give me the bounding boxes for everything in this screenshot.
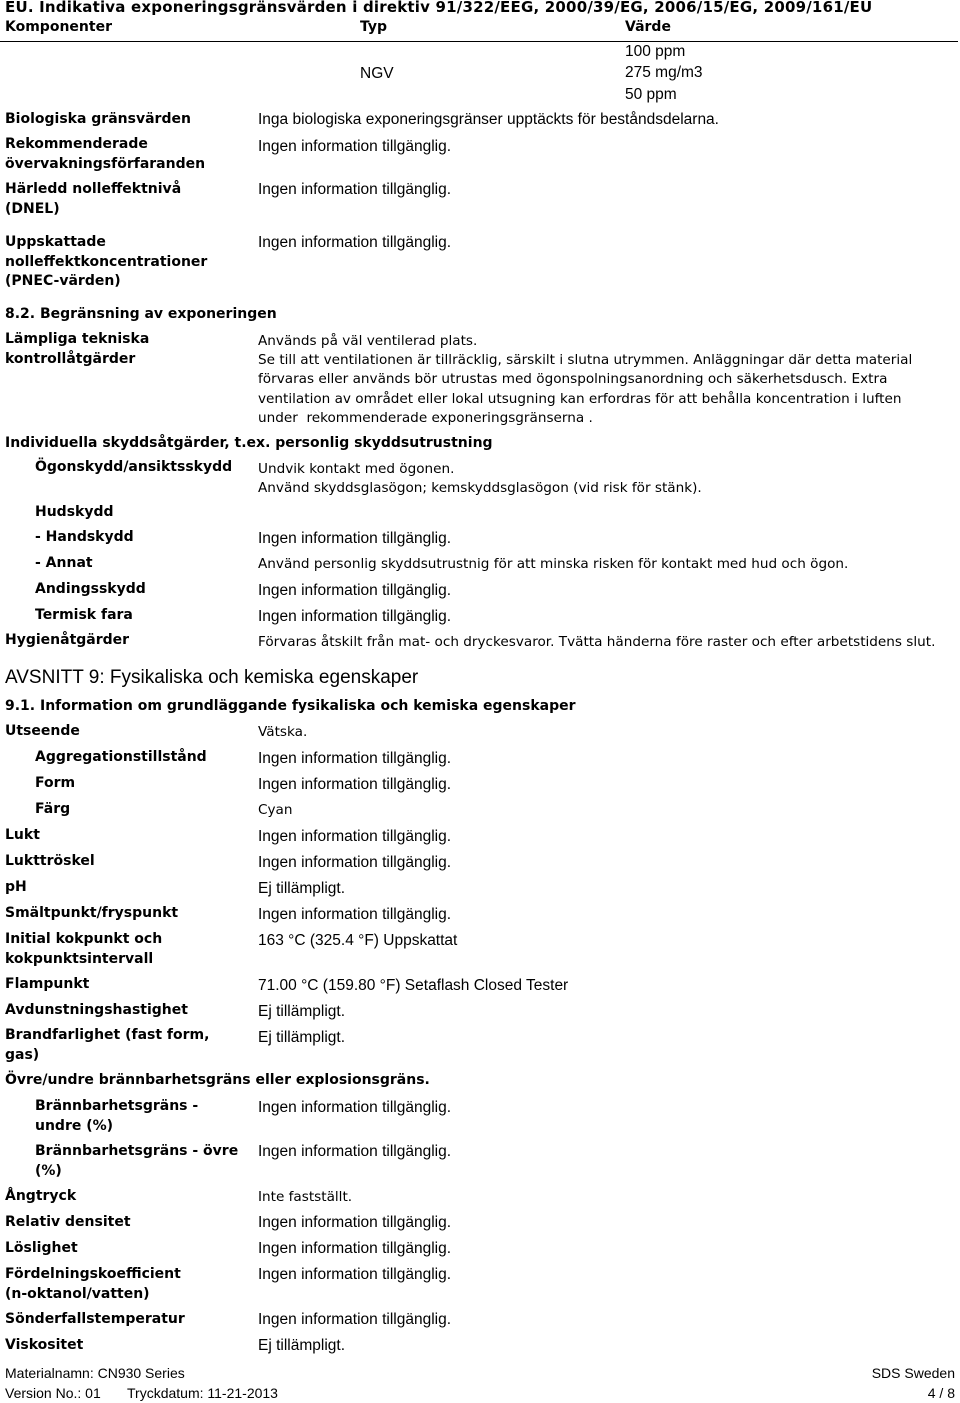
table-header-divider — [0, 41, 958, 42]
engineering-controls-label: Lämpliga tekniska kontrollåtgärder — [5, 331, 150, 367]
viscosity-label: Viskositet — [5, 1337, 84, 1353]
section-9-heading: AVSNITT 9: Fysikaliska och kemiska egenskaper — [5, 667, 419, 688]
upper-flammability-limit-value: Ingen information tillgänglig. — [258, 1143, 452, 1160]
respiratory-protection-value: Ingen information tillgänglig. — [258, 582, 452, 599]
limit-type: NGV — [360, 65, 394, 82]
relative-density-label: Relativ densitet — [5, 1214, 131, 1230]
page-number: 4 / 8 — [927, 1385, 955, 1401]
section-9-1-heading: 9.1. Information om grundläggande fysikaliska och kemiska egenskaper — [5, 698, 576, 714]
partition-coefficient-value: Ingen information tillgänglig. — [258, 1266, 452, 1283]
vapor-pressure-label: Ångtryck — [5, 1188, 77, 1204]
odor-label: Lukt — [5, 827, 40, 843]
dnel-label: Härledd nolleffektnivå (DNEL) — [5, 181, 182, 217]
decomposition-temperature-value: Ingen information tillgänglig. — [258, 1311, 452, 1328]
version-number: Version No.: 01 — [5, 1385, 101, 1401]
print-date: Tryckdatum: 11-21-2013 — [127, 1385, 278, 1401]
partition-coefficient-label: Fördelningskoefficient (n-oktanol/vatten) — [5, 1266, 181, 1302]
biological-limits-label: Biologiska gränsvärden — [5, 111, 191, 127]
evaporation-rate-label: Avdunstningshastighet — [5, 1002, 188, 1018]
limit-value: 275 mg/m3 — [625, 64, 703, 81]
column-header-type: Typ — [360, 19, 388, 35]
respiratory-protection-label: Andingsskydd — [35, 581, 146, 597]
melting-point-label: Smältpunkt/fryspunkt — [5, 905, 179, 921]
ppe-heading: Individuella skyddsåtgärder, t.ex. personlig skyddsutrustning — [5, 435, 493, 451]
form-label: Form — [35, 775, 76, 791]
relative-density-value: Ingen information tillgänglig. — [258, 1214, 452, 1231]
flash-point-value: 71.00 °C (159.80 °F) Setaflash Closed Tester — [258, 977, 569, 994]
viscosity-value: Ej tillämpligt. — [258, 1337, 345, 1354]
biological-limits-value: Inga biologiska exponeringsgränser upptäckts för beståndsdelarna. — [258, 111, 719, 128]
hand-protection-value: Ingen information tillgänglig. — [258, 530, 452, 547]
color-value: Cyan — [258, 802, 293, 818]
pnec-value: Ingen information tillgänglig. — [258, 234, 452, 251]
monitoring-procedures-value: Ingen information tillgänglig. — [258, 138, 452, 155]
odor-value: Ingen information tillgänglig. — [258, 828, 452, 845]
lower-flammability-limit-label: Brännbarhetsgräns - undre (%) — [35, 1098, 199, 1134]
section-heading: 8.2. Begränsning av exponeringen — [5, 306, 277, 322]
hygiene-measures-value: Förvaras åtskilt från mat- och dryckesvaror. Tvätta händerna före raster och efter arbetstidens slut. — [258, 634, 936, 650]
physical-state-value: Ingen information tillgänglig. — [258, 750, 452, 767]
vapor-pressure-value: Inte fastställt. — [258, 1189, 353, 1205]
limit-value: 50 ppm — [625, 86, 677, 103]
appearance-value: Vätska. — [258, 724, 308, 740]
physical-state-label: Aggregationstillstånd — [35, 749, 207, 765]
hygiene-measures-label: Hygienåtgärder — [5, 632, 130, 648]
eye-protection-value: Använd skyddsglasögon; kemskyddsglasögon (vid risk för stänk). — [258, 480, 702, 496]
appearance-label: Utseende — [5, 723, 80, 739]
flash-point-label: Flampunkt — [5, 976, 90, 992]
form-value: Ingen information tillgänglig. — [258, 776, 452, 793]
upper-flammability-limit-label: Brännbarhetsgräns - övre (%) — [35, 1143, 239, 1179]
lower-flammability-limit-value: Ingen information tillgänglig. — [258, 1099, 452, 1116]
sds-region: SDS Sweden — [871, 1365, 955, 1381]
dnel-value: Ingen information tillgänglig. — [258, 181, 452, 198]
solubility-label: Löslighet — [5, 1240, 78, 1256]
boiling-point-label: Initial kokpunkt och kokpunktsintervall — [5, 931, 163, 967]
exposure-limits-title: EU. Indikativa exponeringsgränsvärden i direktiv 91/322/EEG, 2000/39/EG, 2006/15/EG, 2009/161/EU — [5, 0, 873, 16]
other-protection-label: - Annat — [35, 555, 93, 571]
ph-value: Ej tillämpligt. — [258, 880, 345, 897]
solubility-value: Ingen information tillgänglig. — [258, 1240, 452, 1257]
odor-threshold-label: Lukttröskel — [5, 853, 95, 869]
color-label: Färg — [35, 801, 71, 817]
other-protection-value: Använd personlig skyddsutrustnig för att minska risken för kontakt med hud och ögon. — [258, 556, 849, 572]
column-header-component: Komponenter — [5, 19, 112, 35]
pnec-label: Uppskattade nolleffektkoncentrationer (PNEC-värden) — [5, 234, 208, 289]
flammability-label: Brandfarlighet (fast form, gas) — [5, 1027, 210, 1063]
flammability-value: Ej tillämpligt. — [258, 1029, 345, 1046]
column-header-value: Värde — [625, 19, 671, 35]
thermal-hazard-value: Ingen information tillgänglig. — [258, 608, 452, 625]
thermal-hazard-label: Termisk fara — [35, 607, 133, 623]
eye-protection-label: Ögonskydd/ansiktsskydd — [35, 459, 233, 475]
odor-threshold-value: Ingen information tillgänglig. — [258, 854, 452, 871]
eye-protection-value: Undvik kontakt med ögonen. — [258, 461, 455, 477]
engineering-controls-value: Används på väl ventilerad plats. — [258, 333, 478, 349]
skin-protection-label: Hudskydd — [35, 504, 114, 520]
decomposition-temperature-label: Sönderfallstemperatur — [5, 1311, 185, 1327]
explosion-limits-heading: Övre/undre brännbarhetsgräns eller explosionsgräns. — [5, 1072, 430, 1088]
engineering-controls-paragraph: Se till att ventilationen är tillräcklig, särskilt i slutna utrymmen. Anläggningar där detta material förvaras eller används bör utrustas med ögonspolningsanordning och säkerhetsdusch. Extra ventilation av området eller lokal utsugning kan erfordras för att behålla koncentration i luften under rekommenderade exponeringsgränserna . — [258, 352, 913, 426]
ph-label: pH — [5, 879, 27, 895]
melting-point-value: Ingen information tillgänglig. — [258, 906, 452, 923]
limit-value: 100 ppm — [625, 43, 686, 60]
material-name: Materialnamn: CN930 Series — [5, 1365, 185, 1381]
monitoring-procedures-label: Rekommenderade övervakningsförfaranden — [5, 136, 206, 172]
evaporation-rate-value: Ej tillämpligt. — [258, 1003, 345, 1020]
hand-protection-label: - Handskydd — [35, 529, 134, 545]
boiling-point-value: 163 °C (325.4 °F) Uppskattat — [258, 932, 458, 949]
